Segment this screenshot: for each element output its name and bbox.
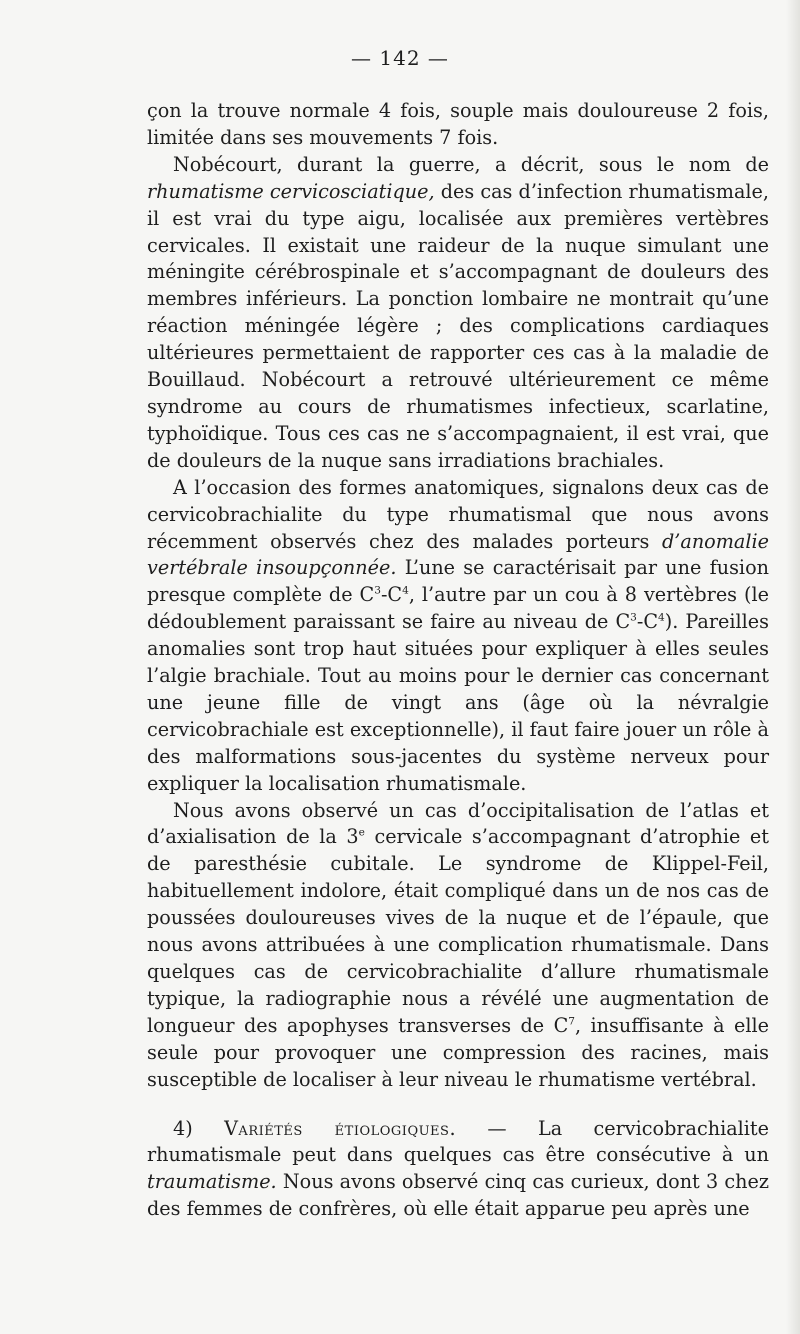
p4-text-e: Nous avons observé cinq cas curieux, dont 3 chez des femmes de confrères, où elle était apparue peu après une bbox=[147, 1170, 769, 1221]
sup-third: e bbox=[358, 827, 365, 840]
p2-text-f: -C bbox=[636, 610, 659, 634]
sup-c4-a: 4 bbox=[402, 584, 409, 597]
paragraph-0-text: çon la trouve normale 4 fois, souple mais douloureuse 2 fois, limitée dans ses mouvements 7 fois. bbox=[147, 99, 769, 149]
paragraph-3 bbox=[147, 798, 769, 1094]
p4-text-c: — La cervicobrachialite rhumatismale peut dans quelques cas être consécutive à un bbox=[147, 1116, 769, 1167]
p2-text-d: -C bbox=[380, 583, 403, 607]
p4-text-a: 4) bbox=[173, 1116, 225, 1140]
sup-c3-a: 3 bbox=[374, 584, 381, 597]
sup-c3-b: 3 bbox=[630, 611, 637, 624]
page-edge-shadow bbox=[786, 0, 800, 1334]
p1-text-c: des cas d’infection rhumatismale, il est vrai du type aigu, localisée aux premières vertèbres cervicales. Il existait une raideur de la nuque simulant une méningite cérébrospinale et s’accompagnant de douleurs des membres inférieurs. La ponction lombaire ne montrait qu’une réaction méningée légère ; des complications cardiaques ultérieures permettaient de rapporter ces cas à la maladie de Bouillaud. Nobécourt a retrouvé ultérieurement ce même syndrome au cours de rhumatismes infectieux, scarlatine, typhoïdique. Tous ces cas ne s’accompagnaient, il est vrai, que de douleurs de la nuque sans irradiations brachiales. bbox=[147, 179, 769, 472]
section-heading-etiologic: Variétés étiologiques. bbox=[224, 1116, 457, 1140]
sup-c4-b: 4 bbox=[658, 611, 665, 624]
p2-text-c: L’une se caractérisait par une fusion presque complète de C bbox=[147, 556, 769, 607]
paragraph-2 bbox=[147, 475, 769, 798]
page-number: — 142 — bbox=[351, 46, 449, 70]
body-text bbox=[147, 98, 769, 1223]
paragraph-4 bbox=[147, 1116, 769, 1224]
p4-emphasis: traumatisme. bbox=[147, 1170, 277, 1194]
sup-c7: 7 bbox=[568, 1015, 575, 1028]
p3-text-c: , insuffisante à elle seule pour provoquer une compression des racines, mais susceptible de localiser à leur niveau le rhumatisme vertébral. bbox=[147, 1013, 769, 1091]
p2-text-g: ). Pareilles anomalies sont trop haut situées pour expliquer à elles seules l’algie brachiale. Tout au moins pour le dernier cas concernant une jeune fille de vingt ans (âge où la névralgie cervicobrachiale est exceptionnelle), il faut faire jouer un rôle à des malformations sous-jacentes du système nerveux pour expliquer la localisation rhumatismale. bbox=[147, 610, 769, 795]
p2-text-e: , l’autre par un cou à 8 vertèbres (le dédoublement paraissant se faire au niveau de C bbox=[147, 583, 769, 634]
p1-emphasis: rhumatisme cervicosciatique, bbox=[147, 179, 435, 203]
p2-text-a: A l’occasion des formes anatomiques, signalons deux cas de cervicobrachialite du type rhumatismal que nous avons récemment observés chez des malades porteurs bbox=[147, 475, 769, 553]
p3-text-a: Nous avons observé un cas d’occipitalisation de l’atlas et d’axialisation de la 3 bbox=[147, 798, 769, 849]
p3-text-b: cervicale s’accompagnant d’atrophie et de paresthésie cubitale. Le syndrome de Klippel-Feil, habituellement indolore, était compliqué dans un de nos cas de poussées douloureuses vives de la nuque et de l’épaule, que nous avons attribuées à une complication rhumatismale. Dans quelques cas de cervicobrachialite d’allure rhumatismale typique, la radiographie nous a révélé une augmentation de longueur des apophyses transverses de C bbox=[147, 825, 769, 1037]
paragraph-1 bbox=[147, 152, 769, 475]
p2-emphasis: d’anomalie vertébrale insoupçonnée. bbox=[147, 529, 769, 580]
p1-text-a: Nobécourt, durant la guerre, a décrit, sous le nom de bbox=[173, 152, 769, 176]
paragraph-0 bbox=[147, 98, 769, 152]
